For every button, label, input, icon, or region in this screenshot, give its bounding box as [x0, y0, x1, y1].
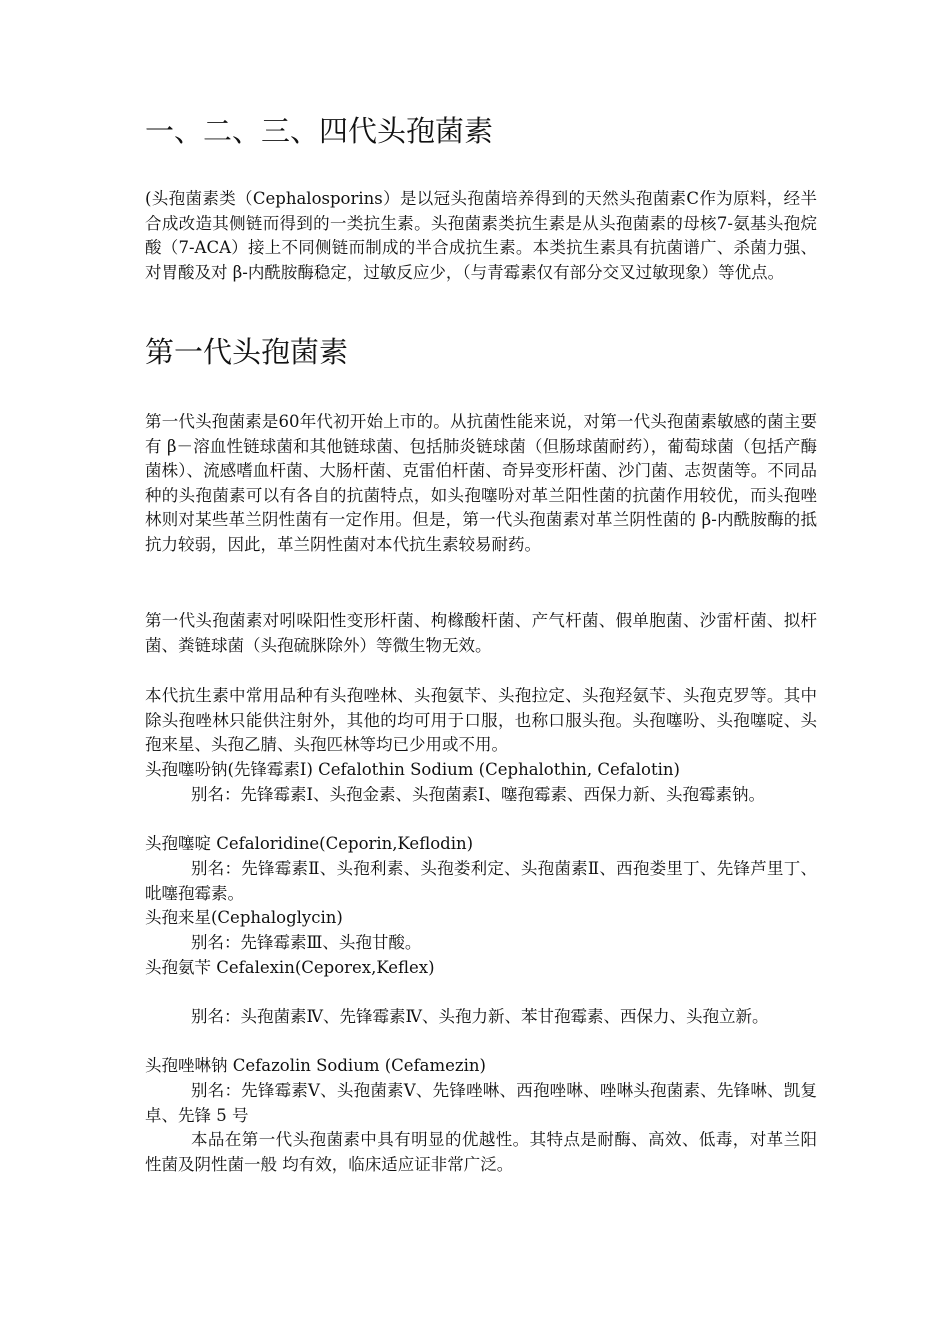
- drug-name-cefalexin: 头孢氨苄 Cefalexin(Ceporex,Keflex): [145, 958, 435, 977]
- intro-paragraph: (头孢菌素类（Cephalosporins）是以冠头孢菌培养得到的天然头孢菌素C作为原料，经半合成改造其侧链而得到的一类抗生素。头孢菌素类抗生素是从头孢菌素的母核7-氨基头孢烷酸（7-ACA）接上不同侧链而制成的半合成抗生素。本类抗生素具有抗菌谱广、杀菌力强、对胃酸及对 β-内酰胺酶稳定，过敏反应少，（与青霉素仅有部分交叉过敏现象）等优点。: [145, 189, 817, 282]
- drug-alias-cefaloridine: 别名：先锋霉素Ⅱ、头孢利素、头孢娄利定、头孢菌素Ⅱ、西孢娄里丁、先锋芦里丁、吡噻孢霉素。: [145, 859, 817, 903]
- drug-alias-cefazolin: 别名：先锋霉素Ⅴ、头孢菌素Ⅴ、先锋唑啉、西孢唑啉、唑啉头孢菌素、先锋啉、凯复卓、先锋 5 号: [145, 1081, 817, 1125]
- drug-name-cefalothin: 头孢噻吩钠(先锋霉素Ⅰ) Cefalothin Sodium (Cephalothin, Cefalotin): [145, 760, 680, 779]
- first-gen-paragraph-3: 本代抗生素中常用品种有头孢唑林、头孢氨苄、头孢拉定、头孢羟氨苄、头孢克罗等。其中除头孢唑林只能供注射外，其他的均可用于口服，也称口服头孢。头孢噻吩、头孢噻啶、头孢来星、头孢乙腈、头孢匹林等均已少用或不用。: [145, 686, 817, 755]
- first-gen-paragraph-2: 第一代头孢菌素对吲哚阳性变形杆菌、枸橼酸杆菌、产气杆菌、假单胞菌、沙雷杆菌、拟杆菌、粪链球菌（头孢硫脒除外）等微生物无效。: [145, 611, 817, 655]
- drug-name-cefazolin: 头孢唑啉钠 Cefazolin Sodium (Cefamezin): [145, 1056, 486, 1075]
- first-gen-heading: 第一代头孢菌素: [145, 335, 349, 369]
- drug-alias-cefalothin: 别名：先锋霉素Ⅰ、头孢金素、头孢菌素Ⅰ、噻孢霉素、西保力新、头孢霉素钠。: [191, 785, 766, 804]
- main-heading: 一、二、三、四代头孢菌素: [145, 114, 494, 148]
- drug-note-cefazolin: 本品在第一代头孢菌素中具有明显的优越性。其特点是耐酶、高效、低毒，对革兰阳性菌及阴性菌一般 均有效，临床适应证非常广泛。: [145, 1130, 817, 1174]
- drug-name-cefaloridine: 头孢噻啶 Cefaloridine(Ceporin,Keflodin): [145, 834, 474, 853]
- first-gen-paragraph-1: 第一代头孢菌素是60年代初开始上市的。从抗菌性能来说，对第一代头孢菌素敏感的菌主要有 β－溶血性链球菌和其他链球菌、包括肺炎链球菌（但肠球菌耐药），葡萄球菌（包括产酶菌株）、流感嗜血杆菌、大肠杆菌、克雷伯杆菌、奇异变形杆菌、沙门菌、志贺菌等。不同品种的头孢菌素可以有各自的抗菌特点，如头孢噻吩对革兰阳性菌的抗菌作用较优，而头孢唑林则对某些革兰阴性菌有一定作用。但是，第一代头孢菌素对革兰阴性菌的 β-内酰胺酶的抵抗力较弱，因此，革兰阴性菌对本代抗生素较易耐药。: [145, 412, 817, 554]
- drug-alias-cephaloglycin: 别名：先锋霉素Ⅲ、头孢甘酸。: [191, 933, 422, 952]
- drug-alias-cefalexin: 别名：头孢菌素Ⅳ、先锋霉素Ⅳ、头孢力新、苯甘孢霉素、西保力、头孢立新。: [191, 1007, 769, 1026]
- drug-name-cephaloglycin: 头孢来星(Cephaloglycin): [145, 908, 343, 927]
